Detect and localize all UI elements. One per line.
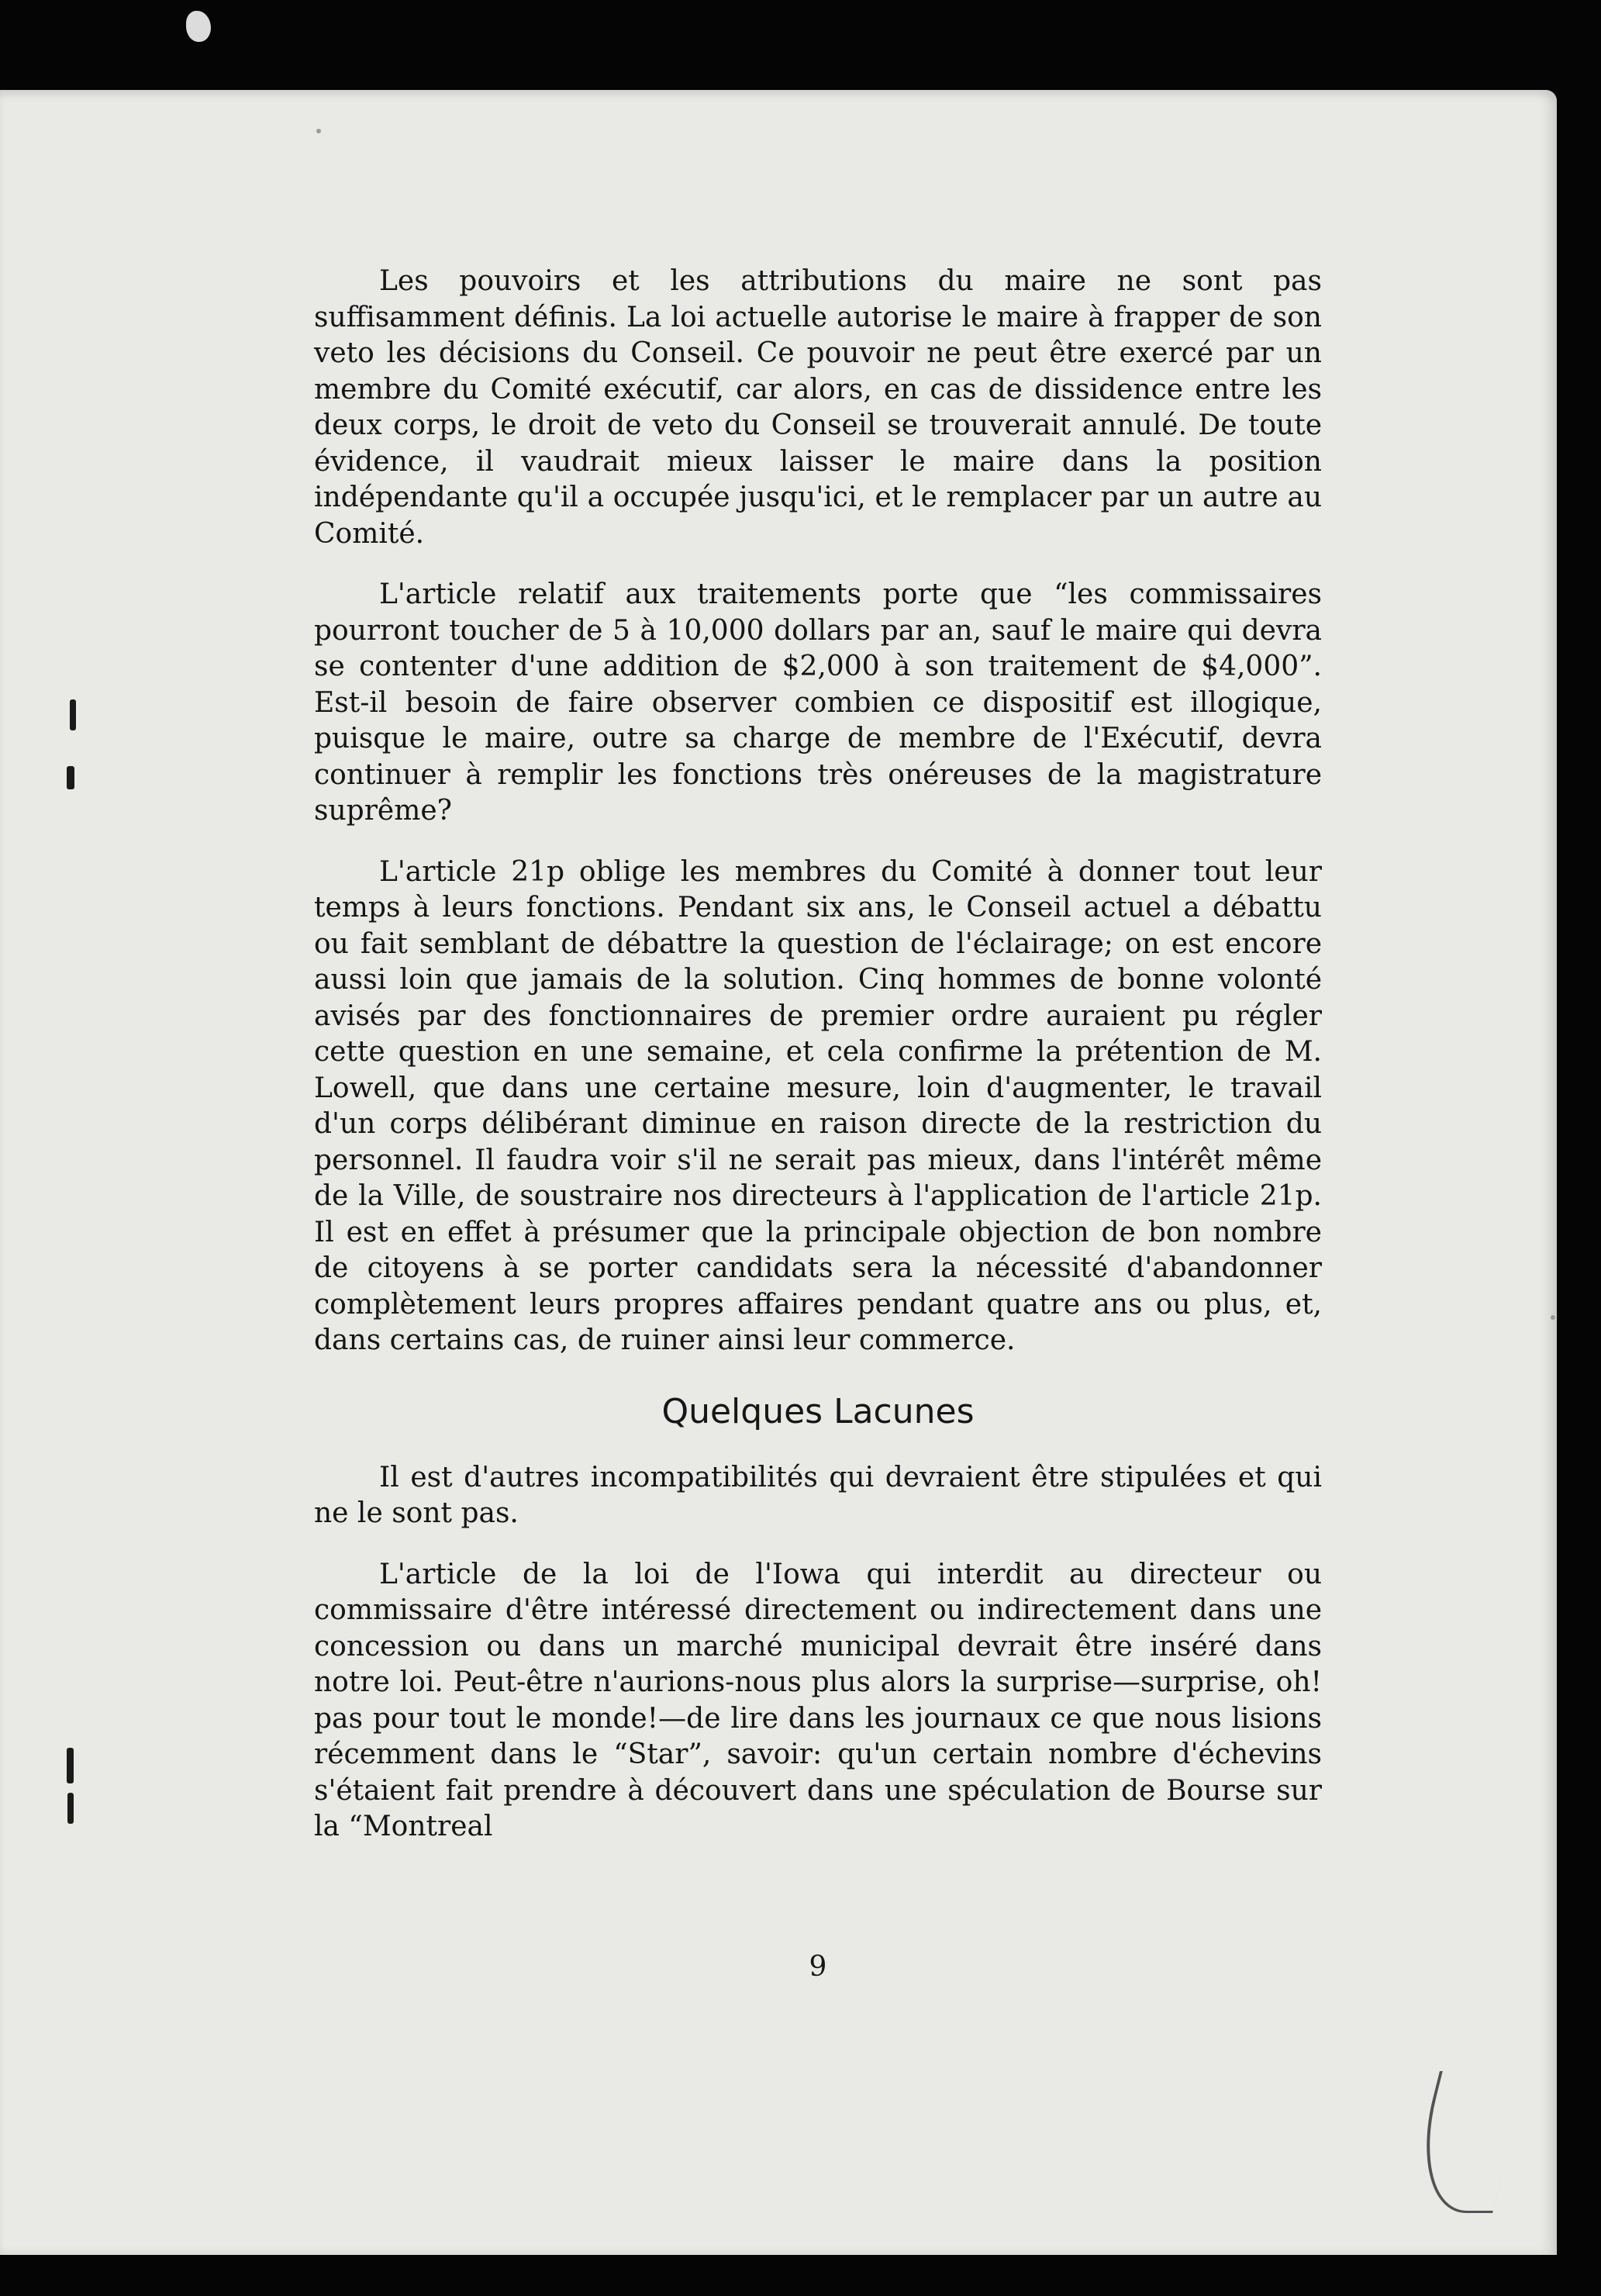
margin-mark <box>67 1793 74 1824</box>
page-curl <box>1404 2071 1528 2213</box>
scan-speck <box>1551 1315 1555 1320</box>
section-heading: Quelques Lacunes <box>661 1391 975 1431</box>
paragraph-mayor-powers: Les pouvoirs et les attributions du maire ne sont pas suffisamment définis. La loi actuelle autorise le maire à frapper de son veto les décisions du Conseil. Ce pouvoir ne peut être exercé par un membre du Comité exécutif, car alors, en cas de dissidence entre les deux corps, le droit de veto du Conseil se trouverait annulé. De toute évidence, il vaudrait mieux laisser le maire dans la position indépendante qu'il a occupée jusqu'ici, et le remplacer par un autre au Comité. <box>314 265 1322 550</box>
paragraph-iowa-law: L'article de la loi de l'Iowa qui interdit au directeur ou commissaire d'être intéressé directement ou indirectement dans une concession ou dans un marché municipal devrait être inséré dans notre loi. Peut-être n'aurions-nous plus alors la surprise—surprise, oh! pas pour tout le monde!—de lire dans les journaux ce que nous lisions récemment dans le “Star”, savoir: qu'un certain nombre d'échevins s'étaient fait prendre à découvert dans une spéculation de Bourse sur la “Montreal <box>314 1558 1322 1842</box>
paragraph-incompatibilities: Il est d'autres incompatibilités qui devraient être stipulées et qui ne le sont pas. <box>314 1461 1322 1529</box>
margin-mark <box>67 766 74 789</box>
paragraph-salaries: L'article relatif aux traitements porte que “les commissaires pourront toucher de 5 à 10,000 dollars par an, sauf le maire qui devra se contenter d'une addition de $2,000 à son traitement de $4,000”. Est-il besoin de faire observer combien ce dispositif est illogique, puisque le maire, outre sa charge de membre de l'Exécutif, devra continuer à remplir les fonctions très onéreuses de la magistrature suprême? <box>314 578 1322 827</box>
document-body <box>314 264 1322 1870</box>
scan-speck <box>316 129 321 133</box>
paragraph-article-21p: L'article 21p oblige les membres du Comité à donner tout leur temps à leurs fonctions. Pendant six ans, le Conseil actuel a débattu ou fait semblant de débattre la question de l'éclairage; on est encore aussi loin que jamais de la solution. Cinq hommes de bonne volonté avisés par des fonctionnaires de premier ordre auraient pu régler cette question en une semaine, et cela confirme la prétention de M. Lowell, que dans une certaine mesure, loin d'augmenter, le travail d'un corps délibérant diminue en raison directe de la restriction du personnel. Il faudra voir s'il ne serait pas mieux, dans l'intérêt même de la Ville, de soustraire nos directeurs à l'application de l'article 21p. Il est en effet à présumer que la principale objection de bon nombre de citoyens à se porter candidats sera la nécessité d'abandonner complètement leurs propres affaires pendant quatre ans ou plus, et, dans certains cas, de ruiner ainsi leur commerce. <box>314 855 1322 1356</box>
scan-blot <box>186 11 211 42</box>
margin-mark <box>70 699 76 730</box>
page-number: 9 <box>809 1951 827 1983</box>
margin-mark <box>67 1748 74 1783</box>
